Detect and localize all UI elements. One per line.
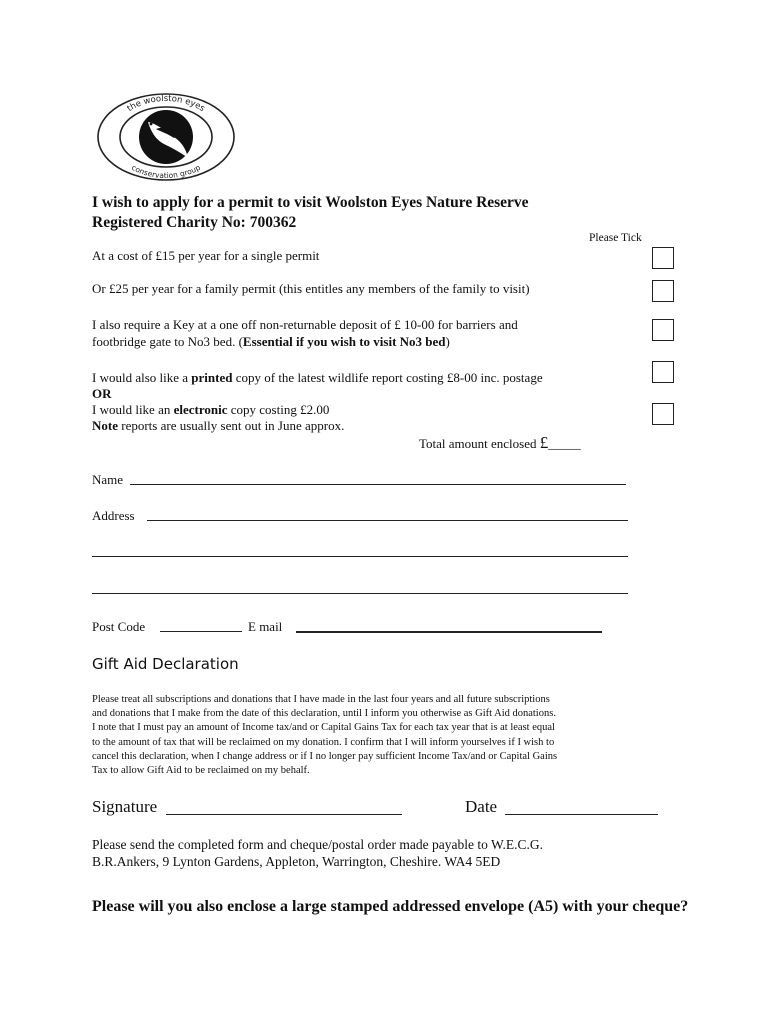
gift-aid-line: to the amount of tax that will be reclaimed on my donation. I confirm that I will inform yourselves if I wish to — [92, 736, 555, 748]
gift-aid-line: Tax to allow Gift Aid to be reclaimed on my behalf. — [92, 765, 310, 777]
gift-aid-line: cancel this declaration, when I change address or if I no longer pay sufficient Income Tax/and or Capital Gains — [92, 750, 558, 762]
address-field-2[interactable] — [92, 544, 628, 557]
gift-aid-heading: Gift Aid Declaration — [92, 655, 239, 673]
date-field[interactable] — [505, 801, 658, 815]
key-option-line1: I also require a Key at a one off non-returnable deposit of £ 10-00 for barriers and — [92, 317, 518, 332]
signature-label: Signature — [92, 797, 158, 816]
please-tick-label: Please Tick — [589, 232, 642, 244]
signature-field[interactable] — [166, 801, 402, 815]
send-instructions: Please send the completed form and cheque/postal order made payable to W.E.C.G. — [92, 837, 543, 852]
printed-report-option: I would also like a printed copy of the latest wildlife report costing £8-00 inc. postage — [92, 370, 543, 385]
page-title: I wish to apply for a permit to visit Woolston Eyes Nature Reserve — [92, 194, 529, 211]
address-label: Address — [92, 508, 135, 523]
electronic-report-checkbox[interactable] — [652, 403, 674, 425]
sae-request: Please will you also enclose a large stamped addressed envelope (A5) with your cheque? — [92, 898, 689, 915]
gift-aid-line: Please treat all subscriptions and donations that I have made in the last four years and all future subscriptions — [92, 694, 550, 705]
bird-logo-icon — [96, 92, 236, 182]
total-amount: Total amount enclosed £_____ — [419, 433, 581, 452]
postcode-field[interactable] — [160, 619, 242, 632]
family-permit-checkbox[interactable] — [652, 280, 674, 302]
family-permit-option: Or £25 per year for a family permit (this entitles any members of the family to visit) — [92, 281, 530, 296]
key-option-line2: footbridge gate to No3 bed. (Essential if you wish to visit No3 bed) — [92, 334, 450, 349]
logo-top-text: the woolston eyes — [125, 93, 207, 115]
name-field[interactable] — [130, 472, 626, 485]
address-field-1[interactable] — [147, 508, 628, 521]
note-text: Note reports are usually sent out in June approx. — [92, 418, 345, 433]
printed-report-checkbox[interactable] — [652, 361, 674, 383]
single-permit-option: At a cost of £15 per year for a single permit — [92, 248, 320, 263]
date-label: Date — [465, 797, 498, 816]
key-checkbox[interactable] — [652, 319, 674, 341]
gift-aid-line: and donations that I make from the date of this declaration, until I inform you otherwise as Gift Aid donations. — [92, 708, 556, 720]
postcode-label: Post Code — [92, 619, 146, 634]
gift-aid-line: I note that I must pay an amount of Income tax/and or Capital Gains Tax for each tax year that is at least equal — [92, 722, 555, 734]
name-label: Name — [92, 472, 124, 487]
gift-aid-declaration — [92, 693, 672, 778]
email-label: E mail — [248, 619, 283, 634]
logo-bottom-text: conservation group — [130, 162, 202, 181]
email-field[interactable] — [296, 619, 602, 633]
electronic-report-option: I would like an electronic copy costing £2.00 — [92, 402, 330, 417]
charity-number: Registered Charity No: 700362 — [92, 214, 297, 231]
or-label: OR — [92, 386, 112, 401]
single-permit-checkbox[interactable] — [652, 247, 674, 269]
conservation-group-logo — [96, 92, 236, 182]
address-field-3[interactable] — [92, 581, 628, 594]
send-address: B.R.Ankers, 9 Lynton Gardens, Appleton, Warrington, Cheshire. WA4 5ED — [92, 854, 501, 869]
